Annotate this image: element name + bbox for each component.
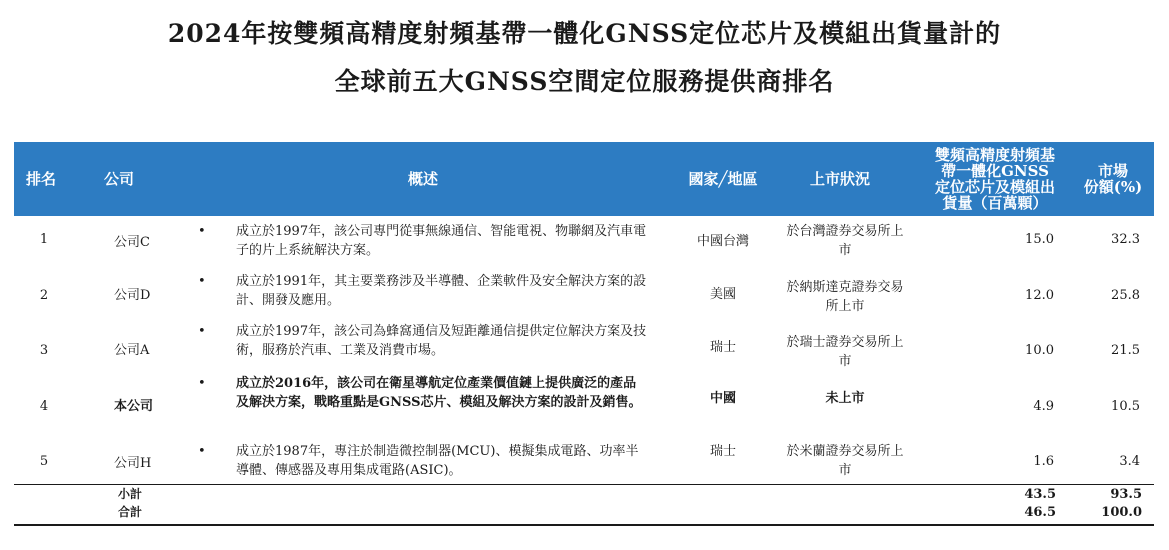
row-1-company: 公司C xyxy=(114,235,150,250)
row-2-rank: 2 xyxy=(39,288,49,303)
row-4-listing-status: 未上市 xyxy=(825,391,865,406)
header-market-share: 市場 份額(%) xyxy=(1083,162,1143,196)
row-3-description: 成立於1997年，該公司為蜂窩通信及短距離通信提供定位解決方案及技術，服務於汽車、工業及消費市場。 xyxy=(236,324,647,358)
row-5-volume: 1.6 xyxy=(1033,454,1054,469)
row-2-bullet: • xyxy=(198,274,206,289)
header-rank: 排名 xyxy=(25,170,56,188)
row-5-description: 成立於1987年，專注於制造微控制器(MCU)、模擬集成電路、功率半導體、傳感器及專用集成電路(ASIC)。 xyxy=(236,444,639,478)
row-1-listing-status: 於台灣證券交易所上市 xyxy=(786,224,904,258)
row-4-description: 成立於2016年，該公司在衛星導航定位產業價值鏈上提供廣泛的產品及解決方案，戰略重點是GNSS芯片、模組及解決方案的設計及銷售。 xyxy=(236,376,642,410)
row-1-rank: 1 xyxy=(39,232,49,247)
table-bottom-border xyxy=(14,524,1154,526)
row-5-country: 瑞士 xyxy=(709,444,736,459)
page-title-line-1: 2024年按雙頻高精度射頻基帶一體化GNSS定位芯片及模組出貨量計的 xyxy=(167,19,1002,48)
total-label: 合計 xyxy=(118,505,143,519)
total-share: 100.0 xyxy=(1101,505,1142,520)
row-4-rank: 4 xyxy=(39,399,49,414)
subtotal-volume: 43.5 xyxy=(1024,487,1056,502)
subtotal-label: 小計 xyxy=(118,487,143,501)
row-5-company: 公司H xyxy=(114,456,152,471)
row-2-country: 美國 xyxy=(709,287,736,302)
row-2-description: 成立於1991年，其主要業務涉及半導體、企業軟件及安全解決方案的設計、開發及應用。 xyxy=(236,274,647,308)
header-listing-status: 上市狀況 xyxy=(809,170,870,188)
page-title-line-2: 全球前五大GNSS空間定位服務提供商排名 xyxy=(334,67,835,96)
row-3-listing-status: 於瑞士證券交易所上市 xyxy=(786,335,904,369)
row-3-rank: 3 xyxy=(39,343,49,358)
row-4-volume: 4.9 xyxy=(1033,399,1054,414)
row-3-country: 瑞士 xyxy=(709,340,736,355)
header-description: 概述 xyxy=(407,170,438,188)
row-4-company: 本公司 xyxy=(114,399,154,414)
row-1-share: 32.3 xyxy=(1111,232,1140,247)
row-1-description: 成立於1997年，該公司專門從事無線通信、智能電視、物聯網及汽車電子的片上系統解決方案。 xyxy=(236,224,647,258)
row-4-bullet: • xyxy=(198,376,206,391)
row-1-volume: 15.0 xyxy=(1025,232,1054,247)
row-5-listing-status: 於米蘭證券交易所上市 xyxy=(786,444,904,478)
row-4-country: 中國 xyxy=(709,391,736,406)
header-shipment-volume: 雙頻高精度射頻基 帶一體化GNSS 定位芯片及模組出 貨量（百萬顆） xyxy=(934,146,1055,212)
row-2-share: 25.8 xyxy=(1111,288,1140,303)
total-volume: 46.5 xyxy=(1024,505,1056,520)
row-3-share: 21.5 xyxy=(1111,343,1140,358)
row-1-country: 中國台灣 xyxy=(696,234,749,249)
row-3-bullet: • xyxy=(198,324,206,339)
row-5-rank: 5 xyxy=(39,454,49,469)
header-company: 公司 xyxy=(104,170,135,188)
row-3-company: 公司A xyxy=(114,343,150,358)
header-country: 國家╱地區 xyxy=(688,170,758,188)
row-1-bullet: • xyxy=(198,224,206,239)
row-2-listing-status: 於納斯達克證券交易所上市 xyxy=(786,280,904,314)
row-5-share: 3.4 xyxy=(1119,454,1140,469)
subtotal-share: 93.5 xyxy=(1110,487,1142,502)
row-5-bullet: • xyxy=(198,444,206,459)
row-2-company: 公司D xyxy=(114,288,151,303)
subtotal-divider xyxy=(14,484,1154,485)
row-3-volume: 10.0 xyxy=(1025,343,1054,358)
row-2-volume: 12.0 xyxy=(1025,288,1054,303)
row-4-share: 10.5 xyxy=(1111,399,1140,414)
